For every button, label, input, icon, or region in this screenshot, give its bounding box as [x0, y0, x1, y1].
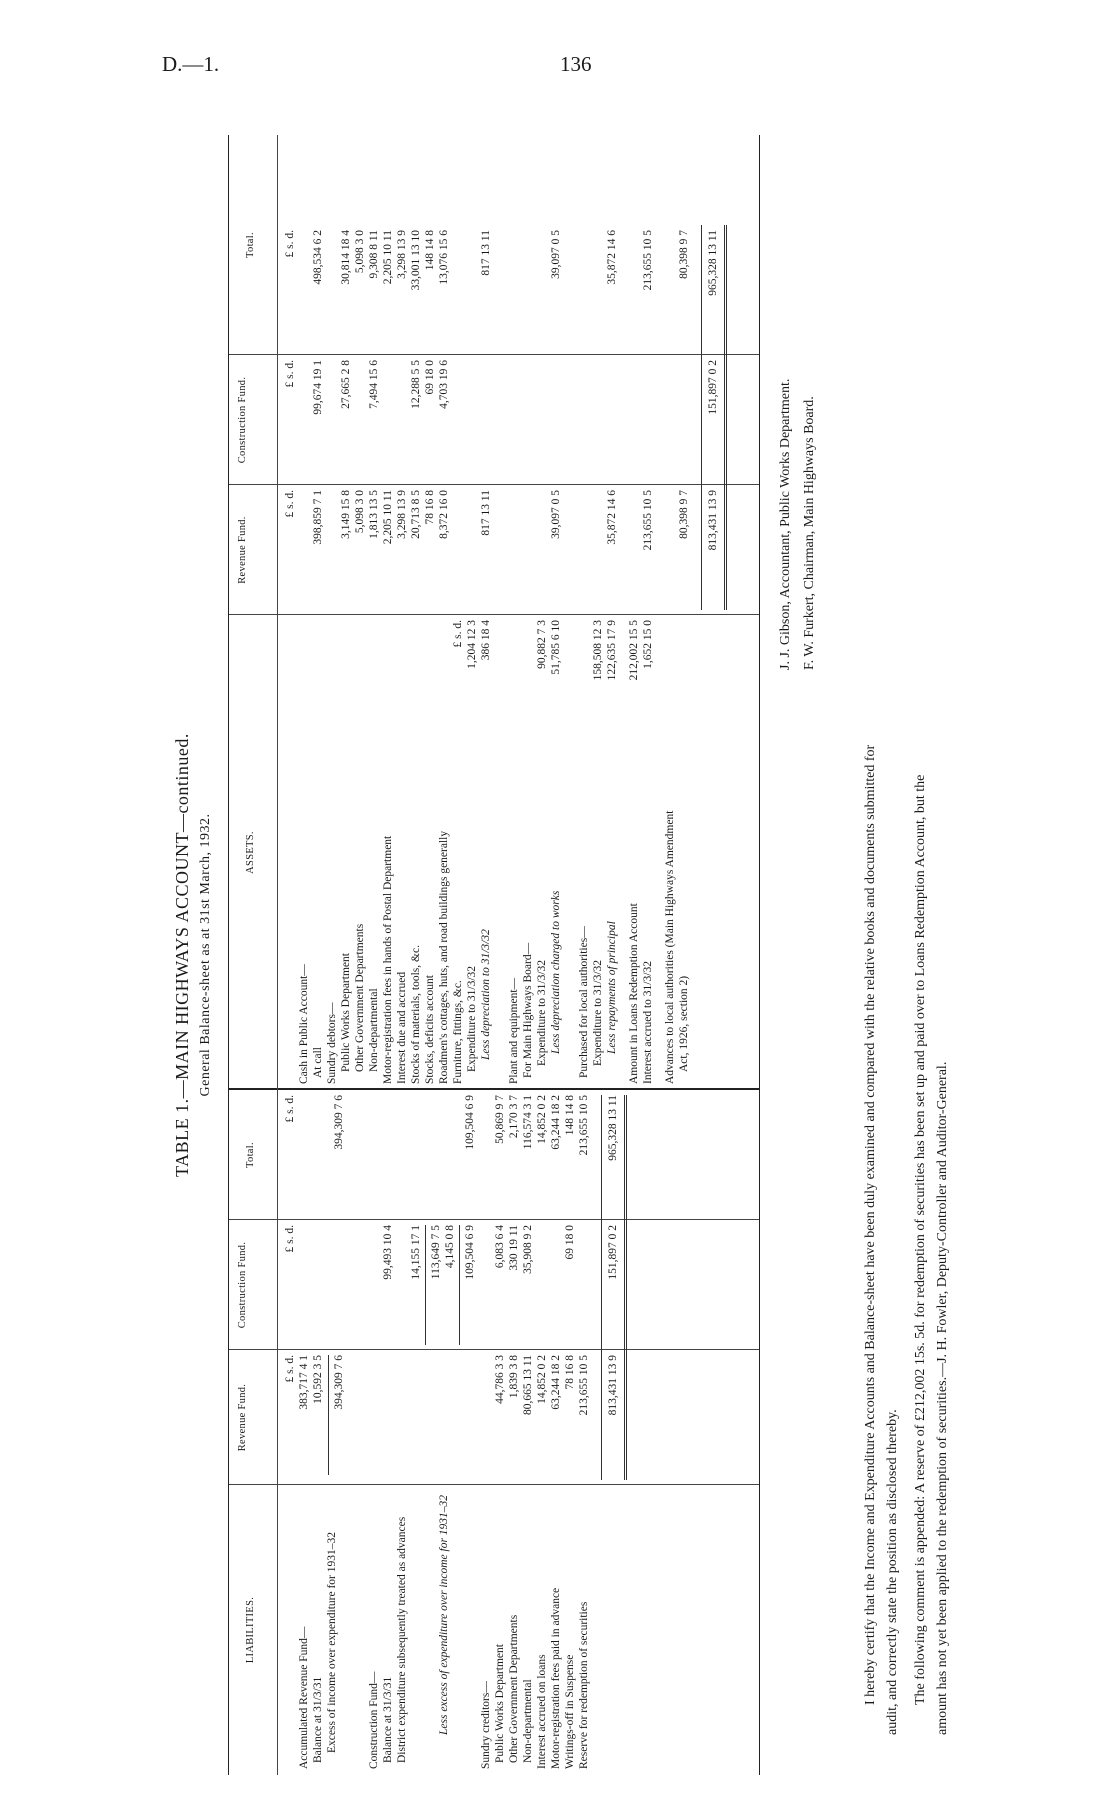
asset-total-value: 80,398 9 7: [678, 230, 690, 279]
asset-revenue-value: 398,859 7 1: [312, 490, 324, 545]
page-code: D.—1.: [162, 52, 220, 76]
asset-label: Advances to local authorities (Main Highways Amendment: [664, 810, 676, 1084]
liab-label: Accumulated Revenue Fund—: [298, 1626, 310, 1769]
liab-revenue-value: 80,665 13 11: [522, 1355, 534, 1415]
page-number: 136: [560, 52, 592, 76]
liab-revenue-value: 63,244 18 2: [550, 1355, 562, 1410]
asset-revenue-value: 20,713 8 5: [410, 490, 422, 539]
asset-total-value: 3,298 13 9: [396, 230, 408, 279]
asset-total-value: 35,872 14 6: [606, 230, 618, 285]
asset-label: Motor-registration fees in hands of Postal Department: [382, 835, 394, 1084]
asset-label: Amount in Loans Redemption Account: [628, 903, 640, 1084]
liab-label: Balance at 31/3/31: [382, 1676, 394, 1763]
audit-comment: The following comment is appended: A reserve of £212,002 15s. 5d. for redemption of securities has been set up and paid over to Loans Redemption Account, but the: [913, 774, 928, 1705]
liab-construction-value: 330 19 11: [508, 1225, 520, 1271]
liab-total-value: 394,309 7 6: [333, 1095, 345, 1150]
liab-label: District expenditure subsequently treated as advances: [396, 1516, 408, 1763]
asset-total-value: 498,534 6 2: [312, 230, 324, 285]
liab-construction-total: 151,897 0 2: [607, 1225, 619, 1280]
asset-label: Furniture, fittings, &c.: [452, 980, 464, 1084]
asset-sub-value: 51,785 6 10: [550, 620, 562, 675]
asset-construction-value: 4,703 19 6: [438, 360, 450, 409]
asset-label: Non-departmental: [368, 988, 380, 1072]
asset-total-value: 13,076 15 6: [438, 230, 450, 285]
asset-label: Stocks, deficits account: [424, 975, 436, 1084]
liab-revenue-value: 14,852 0 2: [536, 1355, 548, 1404]
liab-label: Non-departmental: [522, 1679, 534, 1763]
asset-revenue-value: 2,205 10 11: [382, 490, 394, 545]
asset-total-value: 9,308 8 11: [368, 230, 380, 279]
table-title: TABLE 1.—MAIN HIGHWAYS ACCOUNT—continued.: [172, 733, 192, 1177]
asset-revenue-value: 817 13 11: [480, 490, 492, 536]
liab-label: Writings-off in Suspense: [564, 1654, 576, 1769]
audit-comment: amount has not yet been applied to the redemption of securities.—J. H. Fowler, Deputy-Controller and Auditor-General.: [935, 1061, 950, 1735]
liab-label: Less excess of expenditure over income for 1931–32: [438, 1494, 450, 1735]
asset-label: Plant and equipment—: [508, 977, 520, 1084]
asset-label: Less depreciation to 31/3/32: [480, 929, 492, 1060]
asset-label: At call: [312, 1047, 324, 1078]
asset-sub-value: 1,204 12 3: [466, 620, 478, 669]
asset-sub-value: 122,635 17 9: [606, 620, 618, 681]
liab-label: Excess of income over expenditure for 1931–32: [326, 1532, 338, 1753]
currency-label: £ s. d.: [284, 1095, 296, 1123]
asset-label: Act, 1926, section 2): [678, 975, 690, 1072]
liab-label: Motor-registration fees paid in advance: [550, 1587, 562, 1769]
currency-label: £ s. d.: [284, 230, 296, 258]
liab-label: Sundry creditors—: [480, 1681, 492, 1769]
liab-grand-total: 965,328 13 11: [607, 1095, 619, 1161]
signature-gibson: J. J. Gibson, Accountant, Public Works Department.: [778, 378, 793, 670]
asset-revenue-value: 1,813 13 5: [368, 490, 380, 539]
asset-total-value: 213,655 10 5: [642, 230, 654, 291]
asset-construction-value: 12,288 5 5: [410, 360, 422, 409]
asset-construction-value: 99,674 19 1: [312, 360, 324, 415]
currency-label: £ s. d.: [284, 1355, 296, 1383]
liab-construction-value: 109,504 6 9: [464, 1225, 476, 1280]
asset-total-header: Total.: [245, 232, 256, 258]
liab-revenue-value: 78 16 8: [564, 1355, 576, 1390]
asset-label: Other Government Departments: [354, 923, 366, 1072]
liab-construction-value: 69 18 0: [564, 1225, 576, 1260]
asset-revenue-value: 80,398 9 7: [678, 490, 690, 539]
asset-sub-value: 90,882 7 3: [536, 620, 548, 669]
asset-revenue-value: 8,372 16 0: [438, 490, 450, 539]
asset-total-value: 39,097 0 5: [550, 230, 562, 279]
currency-label: £ s. d.: [284, 1225, 296, 1253]
asset-label: Expenditure to 31/3/32: [592, 959, 604, 1066]
liab-revenue-value: 383,717 4 1: [298, 1355, 310, 1410]
asset-label: Interest due and accrued: [396, 971, 408, 1084]
asset-sub-value: 158,508 12 3: [592, 620, 604, 681]
asset-label: Less depreciation charged to works: [550, 890, 562, 1054]
liab-total-value: 2,170 3 7: [508, 1095, 520, 1139]
liab-label: Interest accrued on loans: [536, 1654, 548, 1769]
asset-total-value: 817 13 11: [480, 230, 492, 276]
liab-total-value: 50,869 9 7: [494, 1095, 506, 1144]
asset-construction-total: 151,897 0 2: [707, 360, 719, 415]
liabilities-header: LIABILITIES.: [245, 1596, 256, 1664]
asset-sub-value: 212,002 15 5: [628, 620, 640, 681]
asset-total-value: 33,001 13 10: [410, 230, 422, 291]
asset-revenue-value: 39,097 0 5: [550, 490, 562, 539]
liab-revenue-total: 813,431 13 9: [607, 1355, 619, 1416]
asset-construction-value: 7,494 15 6: [368, 360, 380, 409]
asset-construction-value: 27,665 2 8: [340, 360, 352, 409]
asset-label: Expenditure to 31/3/32: [536, 959, 548, 1066]
asset-label: Less repayments of principal: [606, 921, 618, 1054]
asset-revenue-value: 213,655 10 5: [642, 490, 654, 551]
asset-revenue-value: 35,872 14 6: [606, 490, 618, 545]
liab-total-value: 148 14 8: [564, 1095, 576, 1136]
asset-label: For Main Highways Board—: [522, 942, 534, 1078]
asset-total-value: 2,205 10 11: [382, 230, 394, 285]
signature-furkert: F. W. Furkert, Chairman, Main Highways Board.: [802, 396, 817, 670]
liab-label: Balance at 31/3/31: [312, 1676, 324, 1763]
asset-revenue-header: Revenue Fund.: [237, 516, 248, 584]
currency-label: £ s. d.: [284, 360, 296, 388]
asset-label: Public Works Department: [340, 953, 352, 1072]
asset-label: Stocks of materials, tools, &c.: [410, 945, 422, 1084]
liab-construction-value: 4,145 0 8: [444, 1225, 456, 1269]
asset-sub-value: 1,652 15 0: [642, 620, 654, 669]
asset-label: Cash in Public Account—: [298, 964, 310, 1084]
table-subtitle: General Balance-sheet as at 31st March, 1932.: [198, 813, 213, 1097]
liab-revenue-value: 44,786 3 3: [494, 1355, 506, 1404]
liab-total-value: 14,852 0 2: [536, 1095, 548, 1144]
currency-label: £ s. d.: [284, 490, 296, 518]
asset-construction-header: Construction Fund.: [237, 376, 248, 464]
liab-total-value: 63,244 18 2: [550, 1095, 562, 1150]
asset-label: Purchased for local authorities—: [578, 926, 590, 1078]
liab-label: Public Works Department: [494, 1644, 506, 1763]
balance-sheet-table: [228, 135, 760, 1775]
liab-construction-header: Construction Fund.: [237, 1241, 248, 1329]
liab-revenue-value: 213,655 10 5: [578, 1355, 590, 1416]
asset-label: Interest accrued to 31/3/32: [642, 961, 654, 1084]
liab-construction-value: 113,649 7 5: [430, 1225, 442, 1280]
asset-revenue-total: 813,431 13 9: [707, 490, 719, 551]
asset-revenue-value: 78 16 8: [424, 490, 436, 525]
liab-construction-value: 6,083 6 4: [494, 1225, 506, 1269]
asset-total-value: 148 14 8: [424, 230, 436, 271]
liab-label: Construction Fund—: [368, 1671, 380, 1769]
liab-construction-value: 14,155 17 1: [410, 1225, 422, 1280]
asset-revenue-value: 3,298 13 9: [396, 490, 408, 539]
asset-sub-value: 386 18 4: [480, 620, 492, 661]
liab-revenue-value: 1,839 3 8: [508, 1355, 520, 1399]
asset-revenue-value: 3,149 15 8: [340, 490, 352, 539]
rotated-page: [150, 75, 1114, 1775]
liab-revenue-value: 10,592 3 5: [312, 1355, 324, 1404]
audit-certificate: audit, and correctly state the position as disclosed thereby.: [885, 1409, 900, 1735]
liab-revenue-value: 394,309 7 6: [333, 1355, 345, 1410]
liab-total-value: 116,574 3 1: [522, 1095, 534, 1150]
liab-revenue-header: Revenue Fund.: [237, 1383, 248, 1452]
asset-grand-total: 965,328 13 11: [707, 230, 719, 296]
asset-construction-value: 69 18 0: [424, 360, 436, 395]
liab-construction-value: 35,908 9 2: [522, 1225, 534, 1274]
liab-total-value: 213,655 10 5: [578, 1095, 590, 1156]
asset-revenue-value: 5,098 3 0: [354, 490, 366, 534]
asset-total-value: 30,814 18 4: [340, 230, 352, 285]
assets-header: ASSETS.: [245, 831, 256, 874]
asset-sub-value: £ s. d.: [452, 620, 464, 648]
asset-label: Expenditure to 31/3/32: [466, 965, 478, 1072]
liab-total-header: Total.: [245, 1142, 256, 1168]
audit-certificate: I hereby certify that the Income and Expenditure Accounts and Balance-sheet have been duly examined and compared with the relative books and documents submitted for: [863, 744, 878, 1705]
asset-label: Roadmen's cottages, huts, and road buildings generally: [438, 830, 450, 1084]
liab-label: Reserve for redemption of securities: [578, 1601, 590, 1769]
asset-label: Sundry debtors—: [326, 1002, 338, 1084]
asset-total-value: 5,098 3 0: [354, 230, 366, 274]
liab-total-value: 109,504 6 9: [464, 1095, 476, 1150]
liab-construction-value: 99,493 10 4: [382, 1225, 394, 1280]
liab-label: Other Government Departments: [508, 1614, 520, 1763]
